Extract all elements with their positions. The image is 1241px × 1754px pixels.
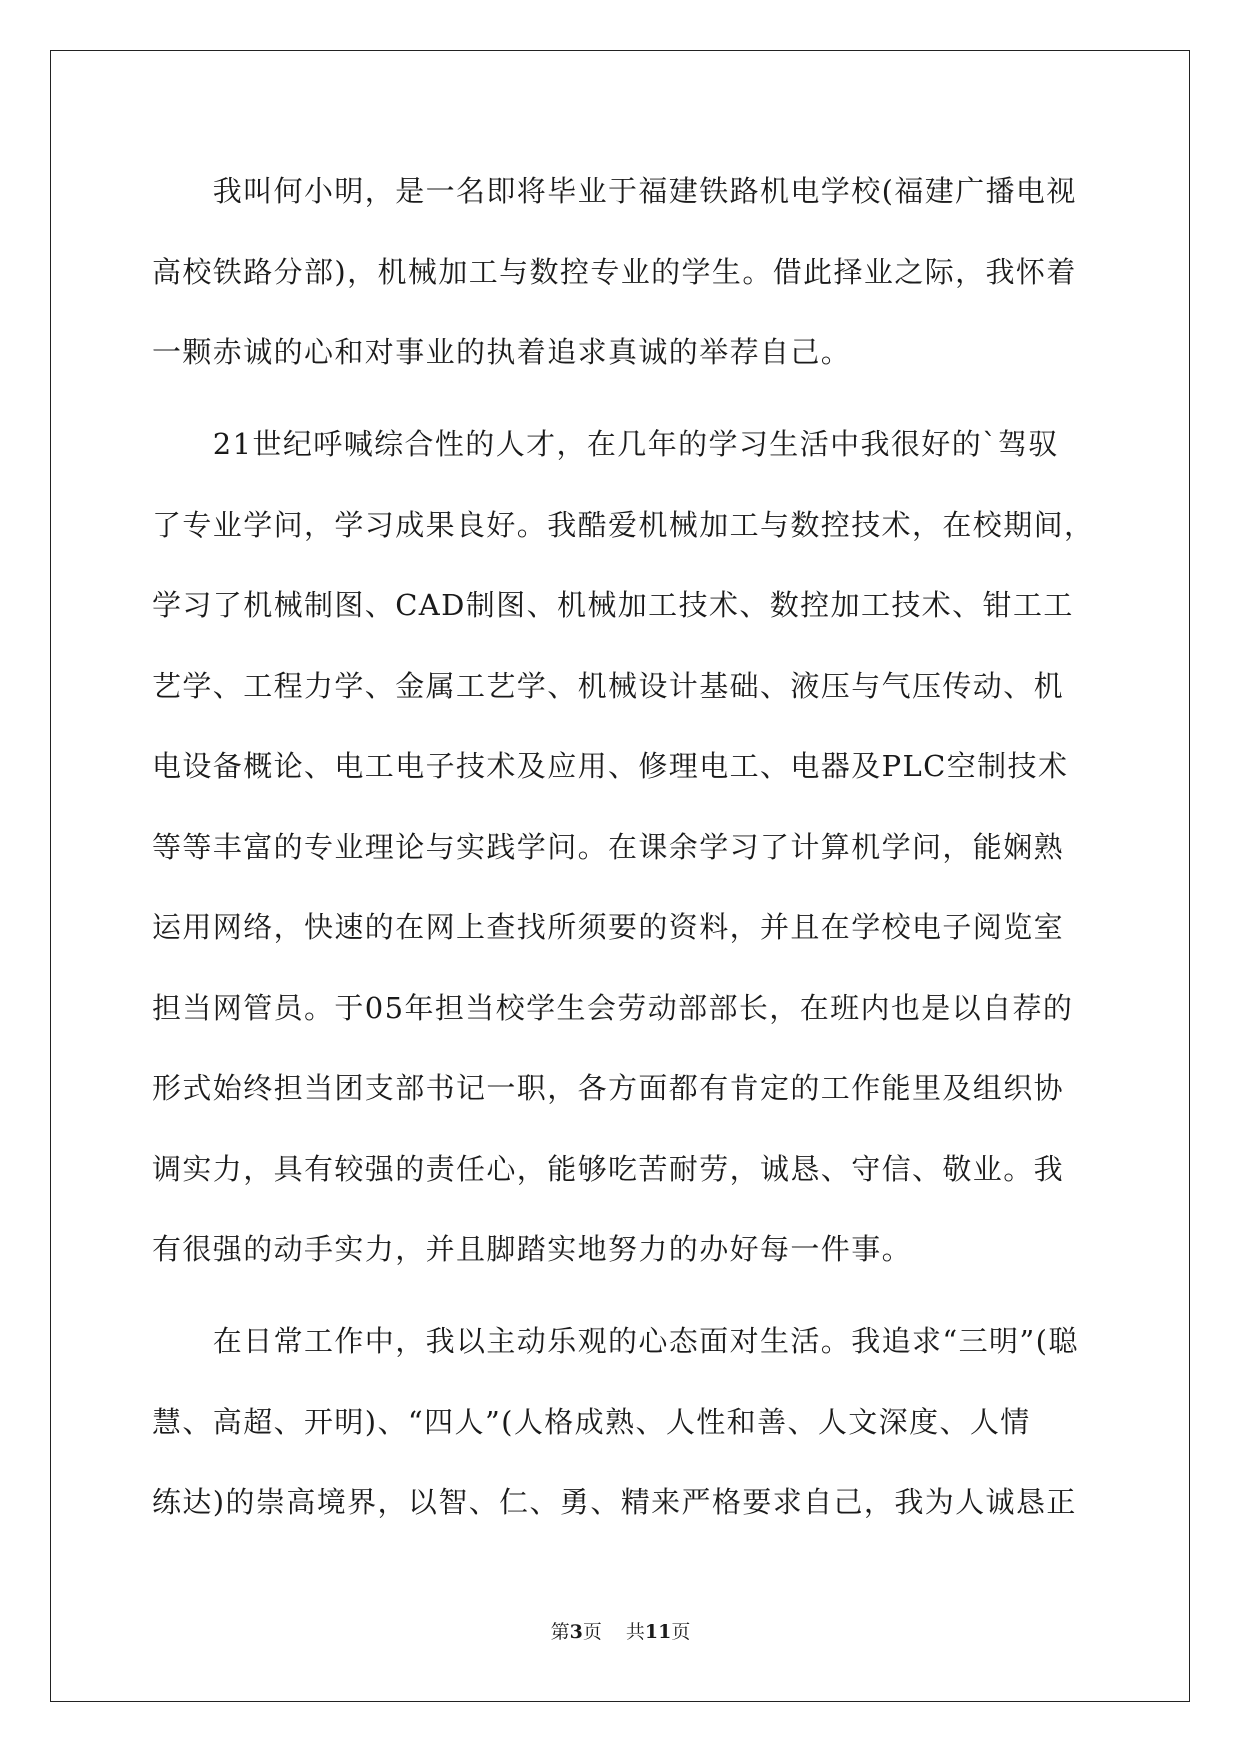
text-line: 21世纪呼喊综合性的人才，在几年的学习生活中我很好的`驾驭 (152, 427, 1059, 461)
text-line: 艺学、工程力学、金属工艺学、机械设计基础、液压与气压传动、机 (152, 668, 1065, 703)
text-line: 形式始终担当团支部书记一职，各方面都有肯定的工作能里及组织协 (152, 1071, 1065, 1105)
page-total: 11 (644, 1621, 672, 1643)
text-line: 慧、高超、开明)、“四人”(人格成熟、人性和善、人文深度、人情 (152, 1404, 1031, 1439)
text-line: 高校铁路分部)，机械加工与数控专业的学生。借此择业之际，我怀着 (152, 254, 1077, 289)
document-body (152, 166, 1095, 1558)
text-line: 运用网络，快速的在网上查找所须要的资料，并且在学校电子阅览室 (152, 910, 1065, 944)
page-prefix: 第 (550, 1621, 570, 1643)
text-line: 我叫何小明，是一名即将毕业于福建铁路机电学校(福建广播电视 (152, 174, 1077, 208)
total-prefix: 共 (625, 1621, 645, 1643)
text-line: 了专业学问，学习成果良好。我酷爱机械加工与数控技术，在校期间， (152, 507, 1095, 542)
text-line: 电设备概论、电工电子技术及应用、修理电工、电器及PLC空制技术 (152, 749, 1069, 783)
page-suffix: 页 (582, 1621, 602, 1643)
text-line: 担当网管员。于05年担当校学生会劳动部部长，在班内也是以自荐的 (152, 990, 1074, 1025)
text-line: 在日常工作中，我以主动乐观的心态面对生活。我追求“三明”(聪 (152, 1324, 1079, 1358)
page-footer (0, 1620, 1241, 1644)
total-suffix: 页 (671, 1621, 691, 1643)
text-line: 调实力，具有较强的责任心，能够吃苦耐劳，诚恳、守信、敬业。我 (152, 1151, 1065, 1186)
text-line: 有很强的动手实力，并且脚踏实地努力的办好每一件事。 (152, 1232, 913, 1266)
text-line: 练达)的崇高境界，以智、仁、勇、精来严格要求自己，我为人诚恳正 (152, 1485, 1077, 1519)
text-line: 等等丰富的专业理论与实践学问。在课余学习了计算机学问，能娴熟 (152, 829, 1065, 864)
text-line: 一颗赤诚的心和对事业的执着追求真诚的举荐自己。 (152, 335, 852, 369)
text-line: 学习了机械制图、CAD制图、机械加工技术、数控加工技术、钳工工 (152, 588, 1074, 622)
page-current: 3 (569, 1621, 583, 1643)
